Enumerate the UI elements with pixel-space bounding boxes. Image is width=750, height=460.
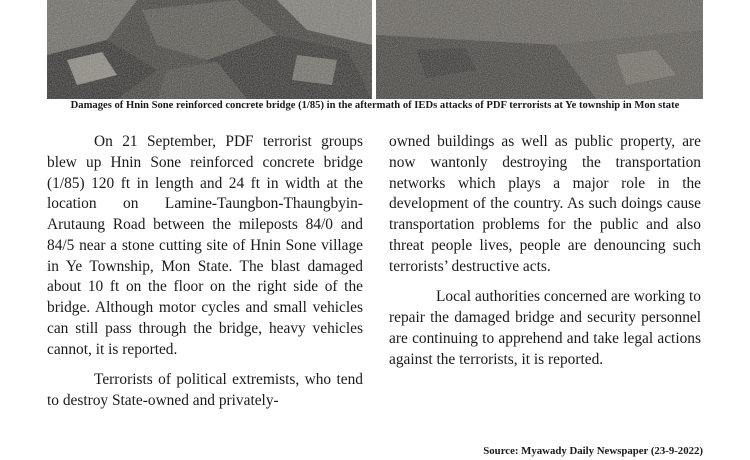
bridge-damage-photo-left [47,0,372,99]
bridge-damage-photo-right [376,0,703,99]
article-paragraph-2-end: owned buildings as well as public property, are now wantonly destroying the transportation networks which plays a major role in the development of the country. As such doings cause transportation problems for the public and also threat people lives, people are denouncing such terrorists’ destructive acts. [389,133,701,275]
source-credit: Source: Myawady Daily Newspaper (23-9-2022) [483,445,703,457]
article-column-right [389,132,701,370]
article-column-left [47,132,363,412]
article-paragraph-1: On 21 September, PDF terrorist groups blew up Hnin Sone reinforced concrete bridge (1/85) 120 ft in length and 24 ft in width at the location on Lamine-Taungbon-Thaungbyin-Arutaung Road between the mileposts 84/0 and 84/5 near a stone cutting site of Hnin Sone village in Ye Township, Mon State. The blast damaged about 10 ft on the floor on the right side of the bridge. Although motor cycles and small vehicles can still pass through the bridge, heavy vehicles cannot, it is reported. [47,133,363,358]
article-paragraph-3: Local authorities concerned are working to repair the damaged bridge and security personnel are continuing to apprehend and take legal actions against the terrorists, it is reported. [389,288,701,368]
article-paragraph-2-start: Terrorists of political extremists, who tend to destroy State-owned and privately- [47,371,363,409]
photo-strip [47,0,703,99]
photo-caption: Damages of Hnin Sone reinforced concrete bridge (1/85) in the aftermath of IEDs attacks of PDF terrorists at Ye township in Mon state [70,100,680,111]
